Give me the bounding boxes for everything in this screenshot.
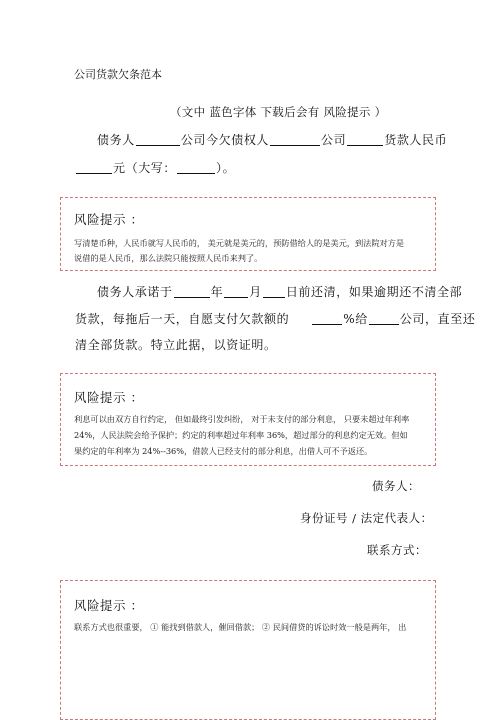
para2-line2 [75,310,475,327]
para2-line1 [97,283,462,300]
signature-id: 身份证号 / 法定代表人： [300,511,433,525]
owes-creditor-text: 公司今欠债权人 [180,133,270,147]
risk-title: 风险提示 ： [74,598,144,613]
risk-text: 写清楚币种，人民币就写人民币的， 美元就是美元的，预防借给人的是美元，到法院对方是 [74,238,405,248]
amount-end-text: ）。 [216,161,236,175]
blank-year [174,285,210,298]
year-text: 年 [210,285,224,299]
blank-debtor-company [136,133,180,146]
para1-line1 [97,131,447,148]
blank-payment [347,133,383,146]
promise-text: 债务人承诺于 [97,285,173,299]
blank-amount-caps [177,161,215,174]
para1-line2 [75,159,235,176]
document-title: 公司货款欠条范本 [74,68,162,81]
risk-text: 利息可以由双方自行约定， 但如最终引发纠纷， 对于未支付的部分利息， 只要未超过年利率 [74,414,410,424]
risk-text: 果约定的年利率为 24%--36%，借款人已经支付的部分利息，出借人可不予返还。 [74,446,373,456]
signature-debtor: 债务人： [372,479,420,493]
amount-caps-label: 元（大写： [113,161,177,175]
subtitle: （文中 蓝色字体 下载后会有 风险提示 ） [170,105,387,119]
risk-text: 说借的是人民币，那么法院只能按照人民币来判了。 [74,253,263,263]
day-text: 日前还清，如果逾期还不清全部 [285,285,463,299]
blank-month [224,285,248,298]
month-text: 月 [249,285,262,299]
debtor-label: 债务人 [97,133,135,147]
blank-day [263,285,285,298]
risk-text: 24%，人民法院会给予保护；约定的利率超过年利率 36%，超过部分的利息约定无效。但如 [74,430,408,440]
risk-box-interest [60,373,436,466]
percent-text: %给 [343,312,368,326]
blank-creditor-company [270,133,320,146]
risk-text: 联系方式也很重要， ① 能找到借款人，催回借款； ② 民间借贷的诉讼时效一般是两年， 出 [74,622,407,632]
company-text: 公司 [321,133,347,147]
penalty-text: 货款，每拖后一天，自愿支付欠款额的 [75,312,290,326]
risk-box-contact [60,580,436,720]
risk-title: 风险提示 ： [74,212,144,227]
risk-title: 风险提示 ： [74,390,144,405]
blank-percent [312,312,342,325]
blank-receiving-company [369,312,399,325]
risk-box-currency [60,197,436,271]
para2-line3: 清全部货款。特立此据，以资证明。 [75,338,277,352]
payment-rmb-text: 货款人民币 [384,133,448,147]
blank-amount [76,161,112,174]
until-text: 公司，直至还 [399,312,476,326]
signature-contact: 联系方式： [367,543,427,557]
